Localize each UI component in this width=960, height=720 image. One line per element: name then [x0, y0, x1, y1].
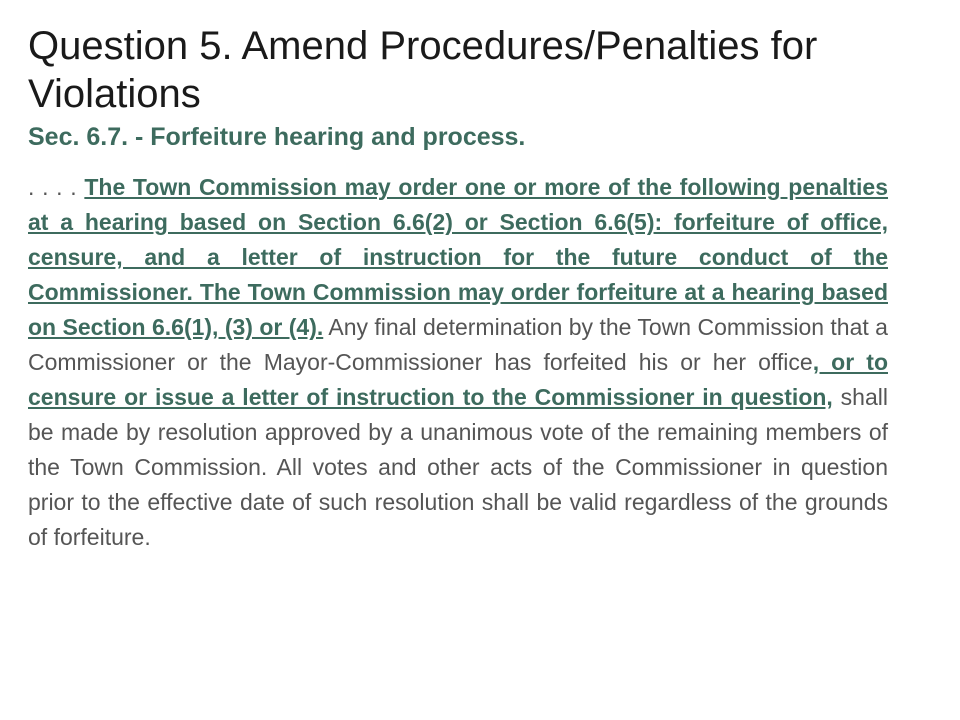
section-body: [28, 170, 888, 555]
section-heading: Sec. 6.7. - Forfeiture hearing and process.: [28, 123, 526, 151]
slide-title: Question 5. Amend Procedures/Penalties for Violations: [28, 24, 818, 116]
amendment-text-censure: , or to censure or issue a letter of instruction to the Commissioner in question,: [28, 349, 888, 410]
existing-text-resolution: shall be made by resolution approved by a unanimous vote of the remaining members of the Town Commission. All votes and other acts of the Commissioner in question prior to the effective date of such resolution shall be valid regardless of the grounds of forfeiture.: [28, 384, 888, 550]
existing-text-determination: Any final determination by the Town Commission that a Commissioner or the Mayor-Commissioner has forfeited his or her office: [28, 314, 888, 375]
amendment-text-added-penalties: The Town Commission may order one or more of the following penalties at a hearing based on Section 6.6(2) or Section 6.6(5): forfeiture of office, censure, and a letter of instruction for the future conduct of the Commissioner. The Town Commission may order forfeiture at a hearing based on Section 6.6(1), (3) or (4).: [28, 174, 889, 340]
ellipsis-lead-in: . . . .: [28, 174, 85, 200]
